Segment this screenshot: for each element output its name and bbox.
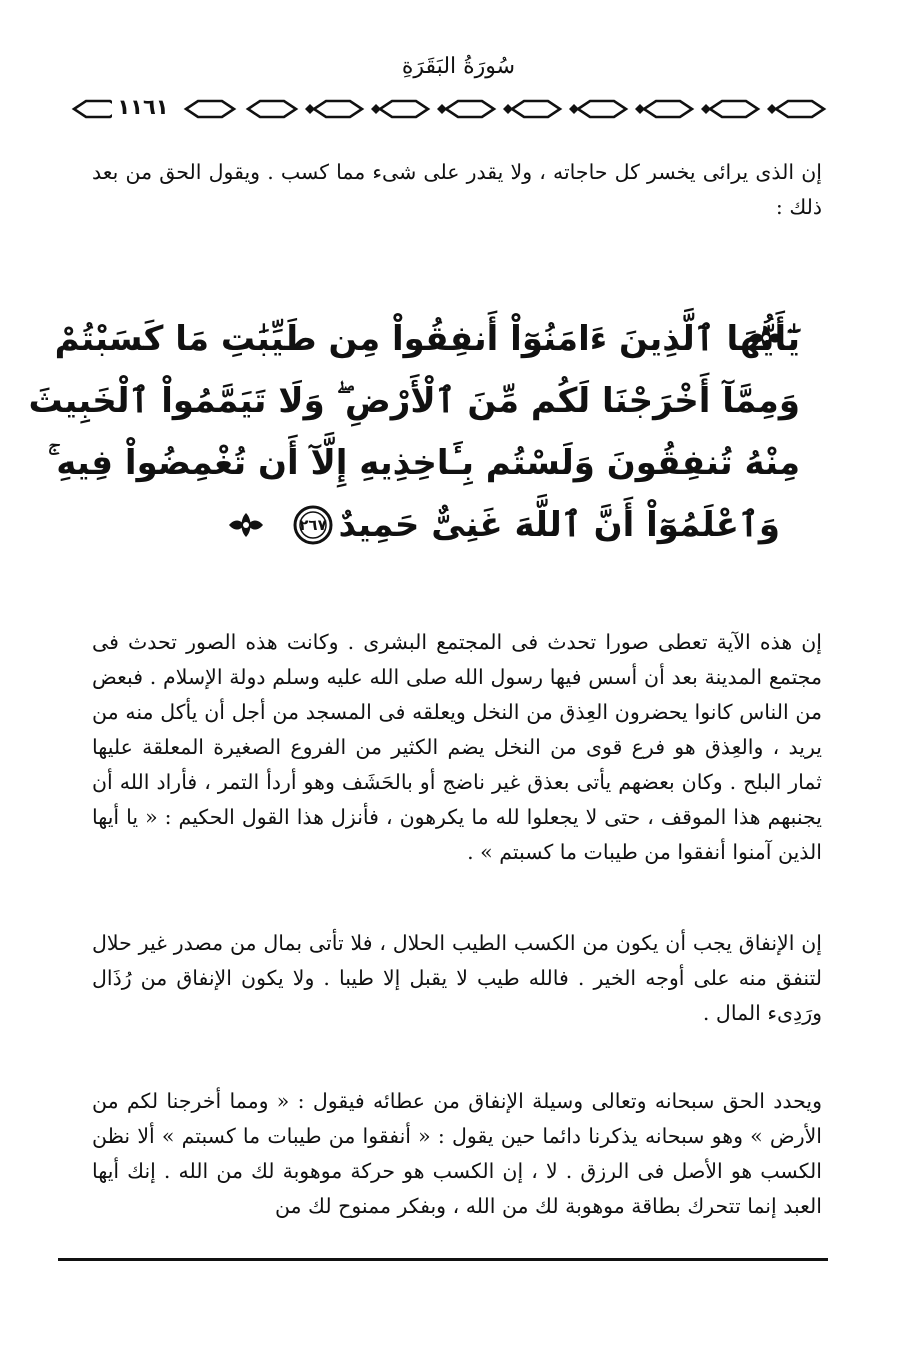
header-ornament-rule xyxy=(66,94,836,124)
verse-end-ornament-icon xyxy=(225,510,267,540)
verse-number: ٢٦٧ xyxy=(299,516,327,534)
surah-title: سُورَةُ البَقَرَةِ xyxy=(401,54,516,79)
verse-line: مِنْهُ تُنفِقُونَ وَلَسْتُم بِـَٔاخِذِيهِ إِلَّآ أَن تُغْمِضُواْ فِيهِ ۚ xyxy=(47,443,800,483)
intro-paragraph: إن الذى يرائى يخسر كل حاجاته ، ولا يقدر على شىء مما كسب . ويقول الحق من بعد ذلك : xyxy=(92,160,822,219)
quran-verse xyxy=(28,310,800,575)
commentary-paragraph: إن الإنفاق يجب أن يكون من الكسب الطيب الحلال ، فلا تأتى بمال من مصدر غير حلال لتنفق منه على أوجه الخير . فالله طيب لا يقبل إلا طيبا . ولا يكون الإنفاق من رُذَال ورَدِىء المال . xyxy=(92,931,822,1025)
commentary-paragraph: إن هذه الآية تعطى صورا تحدث فى المجتمع البشرى . وكانت هذه الصور تحدث فى مجتمع المدينة بعد أن أسس فيها رسول الله صلى الله عليه وسلم دولة الإسلام . فبعض من الناس كانوا يحضرون العِذق من النخل ويعلقه فى المسجد من أجل أن يأكل منه من يريد ، والعِذق هو فرع قوى من النخل يضم الكثير من الفروع الصغيرة المعلقة عليها ثمار البلح . وكان بعضهم يأتى بعذق غير ناضج أو بالحَشَف وهو أردأ التمر ، فأراد الله أن يجنبهم هذا الموقف ، حتى لا يجعلوا لله ما يكرهون ، فأنزل هذا القول الحكيم : « يا أيها الذين آمنوا أنفقوا من طيبات ما كسبتم » . xyxy=(92,630,822,864)
page-number: ١١٦١ xyxy=(112,93,174,121)
verse-line: يَٰٓأَيُّهَا ٱلَّذِينَ ءَامَنُوٓاْ أَنفِقُواْ مِن طَيِّبَٰتِ مَا كَسَبْتُمْ xyxy=(54,319,800,359)
footer-rule xyxy=(58,1258,828,1261)
verse-line: وَمِمَّآ أَخْرَجْنَا لَكُم مِّنَ ٱلْأَرْضِ ۖ وَلَا تَيَمَّمُواْ ٱلْخَبِيثَ xyxy=(28,381,800,421)
verse-line: وَٱعْلَمُوٓاْ أَنَّ ٱللَّهَ غَنِىٌّ حَمِيدٌ xyxy=(338,505,780,545)
commentary-paragraph: ويحدد الحق سبحانه وتعالى وسيلة الإنفاق من عطائه فيقول : « ومما أخرجنا لكم من الأرض » وهو سبحانه يذكرنا دائما حين يقول : « أنفقوا من طيبات ما كسبتم » ألا نظن الكسب هو الأصل فى الرزق . لا ، إن الكسب هو حركة موهوبة لك من الله . إنك أيها العبد إنما تتحرك بطاقة موهوبة لك من الله ، وبفكر ممنوح لك من xyxy=(92,1089,822,1218)
